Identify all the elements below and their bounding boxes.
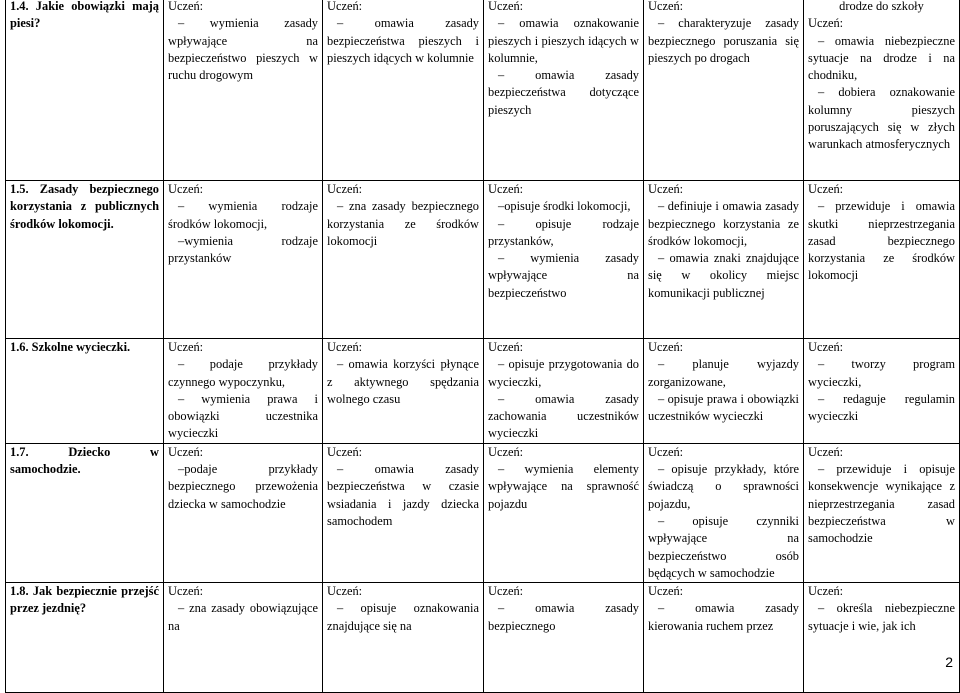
lesson-topic: 1.8. Jak bezpiecznie przejść przez jezdnię? — [6, 583, 164, 693]
requirement-cell — [164, 0, 323, 181]
requirement-cell — [323, 583, 484, 693]
requirement-cell — [484, 339, 644, 444]
requirement-cell — [323, 339, 484, 444]
requirement-cell — [164, 181, 323, 339]
requirement-cell — [804, 181, 960, 339]
requirement-cell — [804, 339, 960, 444]
requirement-item: – omawia zasady zachowania uczestników wycieczki — [488, 391, 639, 441]
requirement-cell — [323, 0, 484, 181]
requirement-item: – przewiduje i omawia skutki nieprzestrzegania zasad bezpiecznego korzystania ze środków lokomocji — [808, 199, 955, 283]
requirement-item: –podaje przykłady bezpiecznego przewożenia dziecka w samochodzie — [168, 462, 318, 511]
requirement-cell — [164, 583, 323, 693]
student-label: Uczeń: — [808, 16, 844, 31]
student-label: Uczeń: — [648, 340, 684, 354]
requirement-item: – określa niebezpieczne sytuacje i wie, jak ich — [808, 601, 955, 633]
requirement-item: – opisuje rodzaje przystanków, — [488, 216, 639, 248]
requirement-item: – omawia zasady bezpieczeństwa dotyczące pieszych — [488, 68, 639, 117]
requirement-item: – wymienia prawa i obowiązki uczestnika wycieczki — [168, 391, 318, 441]
requirement-item: – omawia korzyści płynące z aktywnego spędzania wolnego czasu — [327, 357, 479, 406]
student-label: Uczeń: — [648, 444, 684, 459]
requirement-item: – omawia oznakowanie pieszych i pieszych idących w kolumnie, — [488, 16, 639, 65]
requirement-item: – tworzy program wycieczki, — [808, 357, 955, 389]
table-row — [6, 0, 960, 181]
requirement-cell — [804, 443, 960, 582]
requirement-cell — [644, 583, 804, 693]
student-label: Uczeń: — [488, 0, 524, 13]
requirement-cell — [644, 0, 804, 181]
student-label: Uczeń: — [168, 0, 204, 13]
student-label: Uczeń: — [327, 340, 363, 354]
student-label: Uczeń: — [648, 182, 684, 196]
page-number: 2 — [945, 654, 953, 670]
student-label: Uczeń: — [808, 584, 844, 599]
student-label: Uczeń: — [488, 182, 524, 196]
requirement-cell — [164, 443, 323, 582]
student-label: Uczeń: — [488, 444, 524, 459]
requirement-cell — [644, 339, 804, 444]
requirement-item: – podaje przykłady czynnego wypoczynku, — [168, 357, 318, 389]
requirement-item: –wymienia rodzaje przystanków — [168, 233, 318, 266]
student-label: Uczeń: — [327, 584, 363, 599]
lesson-topic: 1.7. Dziecko w samochodzie. — [6, 443, 164, 582]
student-label: Uczeń: — [327, 0, 363, 13]
requirement-item: – omawia zasady bezpieczeństwa w czasie wsiadania i jazdy dziecka samochodem — [327, 462, 479, 528]
table-row — [6, 443, 960, 582]
requirement-cell — [804, 583, 960, 693]
student-label: Uczeń: — [488, 584, 524, 599]
student-label: Uczeń: — [327, 182, 363, 196]
student-label: Uczeń: — [168, 584, 204, 599]
requirement-cell — [323, 181, 484, 339]
requirement-cell — [644, 443, 804, 582]
requirement-item: – wymienia rodzaje środków lokomocji, — [168, 199, 318, 231]
student-label: Uczeń: — [168, 182, 204, 196]
requirement-item: – wymienia zasady wpływające na bezpieczeństwo pieszych w ruchu drogowym — [168, 16, 318, 83]
table-row — [6, 583, 960, 693]
requirement-cell — [323, 443, 484, 582]
requirement-cell — [164, 339, 323, 444]
requirement-cell — [484, 181, 644, 339]
requirement-item: – wymienia elementy wpływające na sprawność pojazdu — [488, 462, 639, 511]
requirement-item: – wymienia zasady wpływające na bezpieczeństwo — [488, 251, 639, 300]
requirement-item: – charakteryzuje zasady bezpiecznego poruszania się pieszych po drogach — [648, 16, 799, 65]
requirement-item: – redaguje regulamin wycieczki — [808, 391, 955, 424]
student-label: Uczeń: — [808, 340, 844, 354]
student-label: Uczeń: — [327, 444, 363, 459]
student-label: Uczeń: — [808, 182, 844, 196]
requirement-item: – definiuje i omawia zasady bezpiecznego korzystania ze środków lokomocji, — [648, 199, 799, 248]
lesson-topic: 1.5. Zasady bezpiecznego korzystania z publicznych środków lokomocji. — [6, 181, 164, 339]
requirement-item: – zna zasady bezpiecznego korzystania ze środków lokomocji — [327, 199, 479, 248]
requirement-cell — [484, 583, 644, 693]
lesson-topic: 1.4. Jakie obowiązki mają piesi? — [6, 0, 164, 181]
requirement-item: – dobiera oznakowanie kolumny pieszych poruszających się w złych warunkach atmosferycznych — [808, 85, 955, 152]
curriculum-table — [5, 0, 960, 693]
table-row — [6, 339, 960, 444]
requirement-item: – omawia niebezpieczne sytuacje na drodze i na chodniku, — [808, 33, 955, 83]
requirement-item: – omawia zasady kierowania ruchem przez — [648, 601, 799, 633]
requirement-cell — [484, 443, 644, 582]
requirement-item: – opisuje oznakowania znajdujące się na — [327, 601, 479, 633]
student-label: Uczeń: — [488, 340, 524, 354]
requirement-item: – opisuje czynniki wpływające na bezpieczeństwo osób będących w samochodzie — [648, 513, 799, 580]
student-label: Uczeń: — [168, 340, 204, 354]
requirement-cell — [804, 0, 960, 181]
requirement-item: –opisuje środki lokomocji, — [498, 199, 631, 214]
requirement-item: – omawia znaki znajdujące się w okolicy miejsc komunikacji publicznej — [648, 251, 799, 300]
table-row — [6, 181, 960, 339]
requirement-item: – omawia zasady bezpiecznego — [488, 601, 639, 633]
requirement-item: – przewiduje i opisuje konsekwencje wynikające z nieprzestrzegania zasad bezpieczeństwa w samochodzie — [808, 462, 955, 546]
requirement-item: – zna zasady obowiązujące na — [168, 601, 318, 633]
requirement-item: – planuje wyjazdy zorganizowane, — [648, 357, 799, 389]
requirement-item: – opisuje przygotowania do wycieczki, — [488, 357, 639, 389]
requirement-cell — [644, 181, 804, 339]
requirement-item: – omawia zasady bezpieczeństwa pieszych i pieszych idących w kolumnie — [327, 16, 479, 65]
student-label: Uczeń: — [168, 444, 204, 459]
lesson-topic: 1.6. Szkolne wycieczki. — [6, 339, 164, 444]
student-label: Uczeń: — [808, 444, 844, 459]
student-label: Uczeń: — [648, 0, 684, 13]
student-label: Uczeń: — [648, 584, 684, 599]
continued-text: drodze do szkoły — [839, 0, 924, 13]
requirement-item: – opisuje przykłady, które świadczą o sprawności pojazdu, — [648, 462, 799, 511]
requirement-item: – opisuje prawa i obowiązki uczestników wycieczki — [648, 391, 799, 424]
requirement-cell — [484, 0, 644, 181]
